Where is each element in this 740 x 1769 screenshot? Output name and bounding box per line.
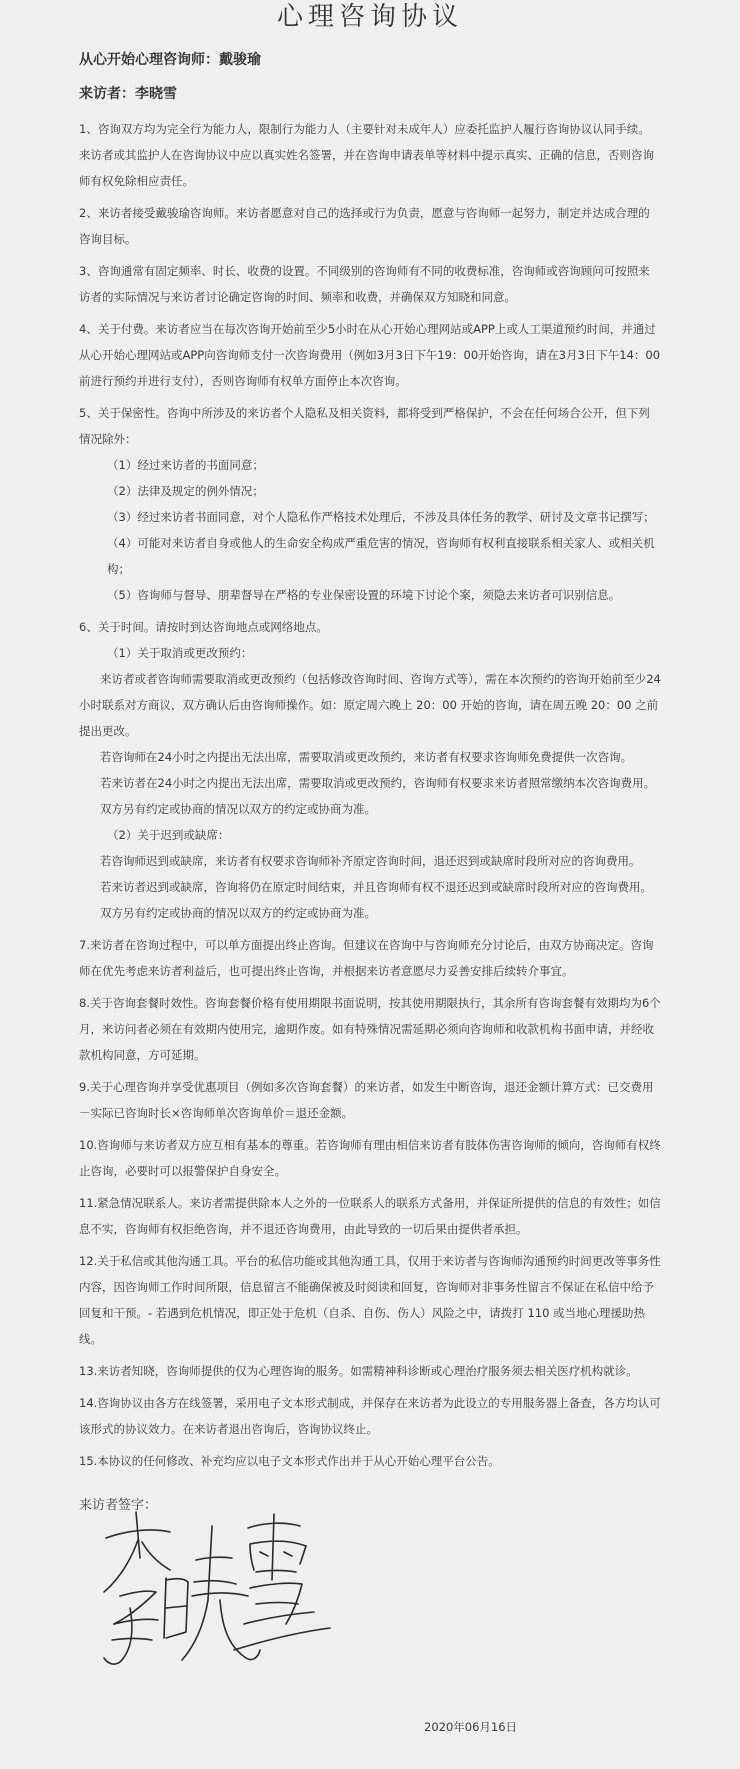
- clause-6-sub1-line: 双方另有约定或协商的情况以双方的约定或协商为准。: [100, 802, 376, 816]
- clause-8: 8.关于咨询套餐时效性。咨询套餐价格有使用期限书面说明，按其使用期限执行，其余所有咨询套餐有效期均为6个月，来访问者必须在有效期内使用完，逾期作废。如有特殊情况需延期必须向咨询师和收款机构书面申请，并经收款机构同意，方可延期。: [79, 996, 661, 1062]
- clause-12: 12.关于私信或其他沟通工具。平台的私信功能或其他沟通工具，仅用于来访者与咨询师沟通预约时间更改等事务性内容，因咨询师工作时间所限，信息留言不能确保被及时阅读和回复，咨询师对非事务性留言不保证在私信中给予回复和干预。- 若遇到危机情况，即正处于危机（自杀、自伤、伤人）风险之中，请拨打 110 或当地心理援助热线。: [79, 1254, 661, 1346]
- clause-9: 9.关于心理咨询并享受优惠项目（例如多次咨询套餐）的来访者，如发生中断咨询，退还金额计算方式：已交费用－实际已咨询时长×咨询师单次咨询单价＝退还金额。: [79, 1080, 654, 1120]
- clause-6-sub1-line: 若咨询师在24小时之内提出无法出席，需要取消或更改预约，来访者有权要求咨询师免费提供一次咨询。: [100, 750, 633, 764]
- clause-5-item: （5）咨询师与督导、朋辈督导在严格的专业保密设置的环境下讨论个案，须隐去来访者可识别信息。: [107, 588, 621, 602]
- clause-6-sub2-line: 双方另有约定或协商的情况以双方的约定或协商为准。: [100, 906, 376, 920]
- sign-date: 2020年06月16日: [424, 1720, 518, 1734]
- clause-6-sub1-heading: （1）关于取消或更改预约：: [107, 646, 253, 660]
- clause-11: 11.紧急情况联系人。来访者需提供除本人之外的一位联系人的联系方式备用，并保证所提供的信息的有效性；如信息不实，咨询师有权拒绝咨询，并不退还咨询费用，由此导致的一切后果由提供者承担。: [79, 1196, 661, 1236]
- clause-15: 15.本协议的任何修改、补充均应以电子文本形式作出并于从心开始心理平台公告。: [79, 1454, 500, 1468]
- clause-5-item: （4）可能对来访者自身或他人的生命安全构成严重危害的情况，咨询师有权利直接联系相关家人、或相关机构；: [107, 536, 655, 576]
- clause-14: 14.咨询协议由各方在线签署，采用电子文本形式制成，并保存在来访者为此设立的专用服务器上备查，各方均认可该形式的协议效力。在来访者退出咨询后，咨询协议终止。: [79, 1396, 661, 1436]
- clause-5: 5、关于保密性。咨询中所涉及的来访者个人隐私及相关资料，都将受到严格保护，不会在任何场合公开，但下列情况除外：: [79, 406, 650, 446]
- clause-5-item: （2）法律及规定的例外情况；: [107, 484, 264, 498]
- clause-10: 10.咨询师与来访者双方应互相有基本的尊重。若咨询师有理由相信来访者有肢体伤害咨询师的倾向，咨询师有权终止咨询，必要时可以报警保护自身安全。: [79, 1138, 661, 1178]
- clause-6-sub1-line: 若来访者在24小时之内提出无法出席，需要取消或更改预约，咨询师有权要求来访者照常缴纳本次咨询费用。: [100, 776, 656, 790]
- clause-5-item: （1）经过来访者的书面同意；: [107, 458, 264, 472]
- clause-6-sub2-line: 若来访者迟到或缺席，咨询将仍在原定时间结束，并且咨询师有权不退还迟到或缺席时段所对应的咨询费用。: [100, 880, 652, 894]
- clause-13: 13.来访者知晓，咨询师提供的仅为心理咨询的服务。如需精神科诊断或心理治疗服务须去相关医疗机构就诊。: [79, 1364, 638, 1378]
- clause-6: 6、关于时间。请按时到达咨询地点或网络地点。: [79, 620, 328, 634]
- clause-5-item: （3）经过来访者书面同意，对个人隐私作严格技术处理后，不涉及具体任务的教学、研讨及文章书记撰写；: [107, 510, 655, 524]
- clause-6-sub1-text: 来访者或者咨询师需要取消或更改预约（包括修改咨询时间、咨询方式等），需在本次预约的咨询开始前至少24小时联系对方商议，双方确认后由咨询师操作。如：原定周六晚上 20：00 开始的咨询，请在周五晚 20：00 之前提出更改。: [79, 672, 661, 738]
- counselor-line: 从心开始心理咨询师：戴骏瑜: [79, 52, 261, 68]
- clause-1: 1、咨询双方均为完全行为能力人，限制行为能力人（主要针对未成年人）应委托监护人履行咨询协议认同手续。来访者或其监护人在咨询协议中应以真实姓名签署，并在咨询申请表单等材料中提示真实、正确的信息，否则咨询师有权免除相应责任。: [79, 122, 654, 188]
- clause-6-sub2-heading: （2）关于迟到或缺席：: [107, 828, 230, 842]
- page-title: 心理咨询协议: [276, 2, 463, 32]
- clause-7: 7.来访者在咨询过程中，可以单方面提出终止咨询。但建议在咨询中与咨询师充分讨论后，由双方协商决定。咨询师在优先考虑来访者利益后，也可提出终止咨询，并根据来访者意愿尽力妥善安排后续转介事宜。: [79, 938, 654, 978]
- clause-6-sub2-line: 若咨询师迟到或缺席，来访者有权要求咨询师补齐原定咨询时间，退还迟到或缺席时段所对应的咨询费用。: [100, 854, 641, 868]
- clause-4: 4、关于付费。来访者应当在每次咨询开始前至少5小时在从心开始心理网站或APP上或人工渠道预约时间，并通过从心开始心理网站或APP向咨询师支付一次咨询费用（例如3月3日下午19：00开始咨询，请在3月3日下午14：00前进行预约并进行支付），否则咨询师有权单方面停止本次咨询。: [79, 322, 661, 388]
- handwritten-signature: [100, 1500, 335, 1680]
- clause-2: 2、来访者接受戴骏瑜咨询师。来访者愿意对自己的选择或行为负责，愿意与咨询师一起努力，制定并达成合理的咨询目标。: [79, 206, 650, 246]
- signature-label: 来访者签字：: [79, 1498, 158, 1513]
- visitor-line: 来访者：李晓雪: [79, 86, 177, 102]
- clause-3: 3、咨询通常有固定频率、时长、收费的设置。不同级别的咨询师有不同的收费标准，咨询师或咨询顾问可按照来访者的实际情况与来访者讨论确定咨询的时间、频率和收费，并确保双方知晓和同意。: [79, 264, 650, 304]
